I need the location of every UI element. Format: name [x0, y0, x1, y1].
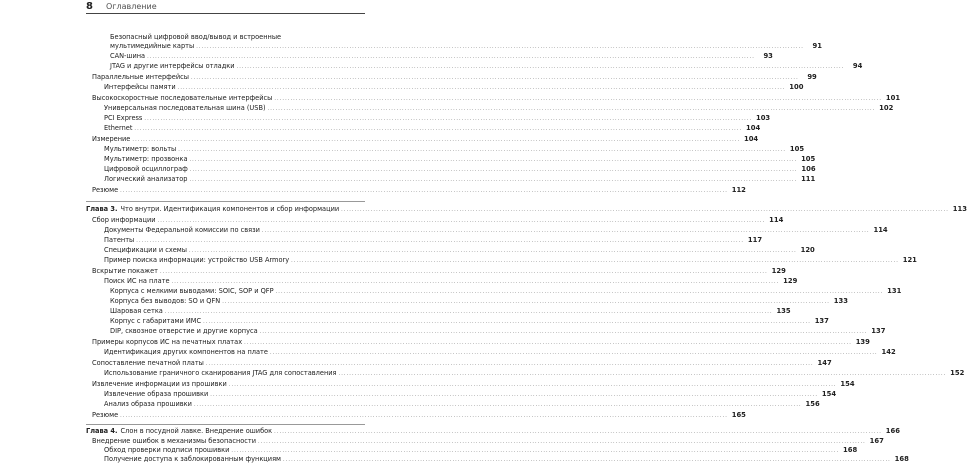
toc-entry[interactable]: Мультиметр: прозвонка ..... 105 — [104, 154, 365, 164]
toc-entry[interactable]: Сбор информации ..... 114 — [92, 215, 365, 225]
header-divider — [86, 13, 365, 14]
toc-entry[interactable]: Извлечение образа прошивки ..... 154 — [104, 389, 365, 399]
table-of-contents — [0, 16, 967, 463]
toc-entry[interactable]: Идентификация других компонентов на плате ..... 142 — [104, 347, 365, 357]
toc-entry[interactable]: Анализ образа прошивки ..... 156 — [104, 399, 365, 409]
page-number: 8 — [86, 0, 93, 12]
chapter-divider — [86, 201, 365, 202]
toc-entry[interactable]: Параллельные интерфейсы ..... 99 — [92, 72, 365, 82]
toc-entry[interactable]: Цифровой осциллограф ..... 106 — [104, 164, 365, 174]
toc-entry[interactable]: Универсальная последовательная шина (USB) ..... 102 — [104, 103, 365, 113]
toc-entry[interactable]: Корпуса с мелкими выводами: SOIC, SOP и QFP ..... 131 — [110, 286, 365, 296]
toc-entry[interactable]: Шаровая сетка ..... 135 — [110, 306, 365, 316]
toc-entry[interactable]: Спецификации и схемы ..... 120 — [104, 245, 365, 255]
toc-entry[interactable]: JTAG и другие интерфейсы отладки ..... 94 — [110, 61, 365, 71]
toc-entry[interactable]: мультимедийные карты ..... 91 — [110, 41, 365, 51]
toc-entry[interactable]: Логический анализатор ..... 111 — [104, 174, 365, 184]
chapter-number: Глава 3. — [86, 205, 118, 213]
running-title: Оглавление — [106, 1, 157, 11]
toc-entry[interactable]: DIP, сквозное отверстие и другие корпуса ..... 137 — [110, 326, 365, 336]
toc-entry[interactable]: PCI Express ..... 103 — [104, 113, 365, 123]
toc-entry[interactable]: CAN-шина ..... 93 — [110, 51, 365, 61]
toc-entry[interactable]: Резюме ..... 165 — [92, 410, 365, 420]
toc-entry[interactable]: Сопоставление печатной платы ..... 147 — [92, 358, 365, 368]
toc-entry[interactable]: Измерение ..... 104 — [92, 134, 365, 144]
toc-entry[interactable]: Пример поиска информации: устройство USB Armory ..... 121 — [104, 255, 365, 265]
page-header — [86, 0, 386, 12]
toc-entry: Безопасный цифровой ввод/вывод и встроенные — [110, 33, 282, 41]
toc-entry[interactable]: Извлечение информации из прошивки ..... 154 — [92, 379, 365, 389]
toc-entry[interactable]: Корпуса без выводов: SO и QFN ..... 133 — [110, 296, 365, 306]
toc-entry[interactable]: Примеры корпусов ИС на печатных платах ..... 139 — [92, 337, 365, 347]
toc-entry[interactable]: Мультиметр: вольты ..... 105 — [104, 144, 365, 154]
chapter-divider — [86, 424, 365, 425]
chapter-4-entry[interactable]: Глава 4. Слон в посудной лавке. Внедрение ошибок ..... 166 — [86, 426, 365, 436]
toc-entry[interactable]: Ethernet ..... 104 — [104, 123, 365, 133]
chapter-3-entry[interactable]: Глава 3. Что внутри. Идентификация компонентов и сбор информации ..... 113 — [86, 204, 365, 214]
toc-entry[interactable]: Поиск ИС на плате ..... 129 — [104, 276, 365, 286]
toc-entry[interactable]: Внедрение ошибок в механизмы безопасности ..... 167 — [92, 436, 365, 446]
toc-entry[interactable]: Получение доступа к заблокированным функциям ..... 168 — [104, 454, 365, 464]
chapter-number: Глава 4. — [86, 427, 118, 435]
toc-entry[interactable]: Обход проверки подписи прошивки ..... 168 — [104, 445, 365, 455]
toc-entry[interactable]: Резюме ..... 112 — [92, 185, 365, 195]
toc-entry[interactable]: Интерфейсы памяти ..... 100 — [104, 82, 365, 92]
toc-entry[interactable]: Документы Федеральной комиссии по связи ..... 114 — [104, 225, 365, 235]
toc-entry[interactable]: Корпус с габаритами ИМС ..... 137 — [110, 316, 365, 326]
toc-entry[interactable]: Высокоскоростные последовательные интерфейсы ..... 101 — [92, 93, 365, 103]
toc-entry[interactable]: Патенты ..... 117 — [104, 235, 365, 245]
toc-entry[interactable]: Использование граничного сканирования JTAG для сопоставления ..... 152 — [104, 368, 365, 378]
toc-entry[interactable]: Вскрытие покажет ..... 129 — [92, 266, 365, 276]
